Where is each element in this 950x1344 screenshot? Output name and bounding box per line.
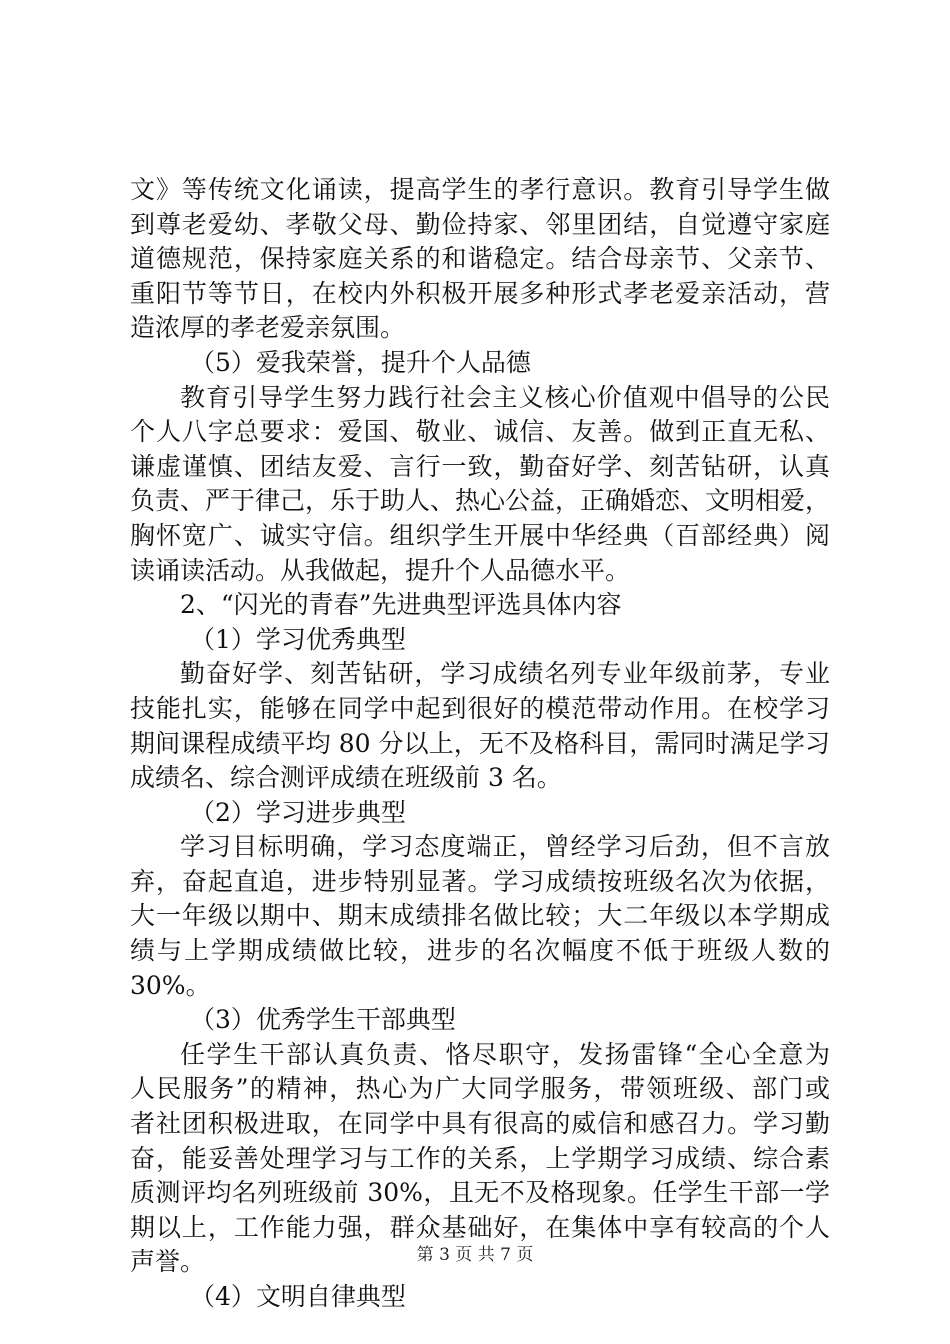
paragraph-line: 胸怀宽广、诚实守信。组织学生开展中华经典（百部经典）阅 bbox=[130, 520, 830, 550]
subsection-heading: （2）学习进步典型 bbox=[190, 797, 406, 827]
paragraph-line: 谦虚谨慎、团结友爱、言行一致，勤奋好学、刻苦钻研，认真 bbox=[130, 451, 830, 481]
paragraph-line: 弃，奋起直追，进步特别显著。学习成绩按班级名次为依据， bbox=[130, 866, 830, 896]
paragraph-line: 读诵读活动。从我做起，提升个人品德水平。 bbox=[130, 555, 631, 585]
paragraph-line: 个人八字总要求：爱国、敬业、诚信、友善。做到正直无私、 bbox=[130, 417, 830, 447]
paragraph-line: 到尊老爱幼、孝敬父母、勤俭持家、邻里团结，自觉遵守家庭 bbox=[130, 209, 830, 239]
subsection-heading: （1）学习优秀典型 bbox=[190, 624, 406, 654]
paragraph-line: 30%。 bbox=[130, 970, 211, 1000]
paragraph-line: 负责、严于律己，乐于助人、热心公益，正确婚恋、文明相爱， bbox=[130, 486, 831, 516]
paragraph-line: 学习目标明确，学习态度端正，曾经学习后劲，但不言放 bbox=[180, 832, 830, 862]
paragraph-line: 期间课程成绩平均 80 分以上，无不及格科目，需同时满足学习 bbox=[130, 728, 830, 758]
paragraph-line: 文》等传统文化诵读，提高学生的孝行意识。教育引导学生做 bbox=[130, 175, 830, 204]
paragraph-line: 大一年级以期中、期末成绩排名做比较；大二年级以本学期成 bbox=[130, 901, 830, 931]
document-body bbox=[130, 173, 830, 1315]
paragraph-line: 奋，能妥善处理学习与工作的关系，上学期学习成绩、综合素 bbox=[130, 1143, 830, 1173]
paragraph-line: 道德规范，保持家庭关系的和谐稳定。结合母亲节、父亲节、 bbox=[130, 244, 830, 274]
section-heading: 2、“闪光的青春”先进典型评选具体内容 bbox=[180, 590, 622, 620]
section-heading: （5）爱我荣誉，提升个人品德 bbox=[190, 347, 531, 377]
paragraph-line: 者社团积极进取，在同学中具有很高的威信和感召力。学习勤 bbox=[130, 1109, 830, 1139]
paragraph-line: 教育引导学生努力践行社会主义核心价值观中倡导的公民 bbox=[180, 382, 830, 412]
subsection-heading: （3）优秀学生干部典型 bbox=[190, 1005, 456, 1035]
paragraph-line: 质测评均名列班级前 30%，且无不及格现象。任学生干部一学 bbox=[130, 1178, 830, 1208]
paragraph-line: 勤奋好学、刻苦钻研，学习成绩名列专业年级前茅，专业 bbox=[180, 659, 830, 689]
subsection-heading: （4）文明自律典型 bbox=[190, 1282, 406, 1311]
paragraph-line: 期以上，工作能力强，群众基础好，在集体中享有较高的个人 bbox=[130, 1212, 830, 1242]
page-number-footer: 第 3 页 共 7 页 bbox=[416, 1245, 534, 1265]
paragraph-line: 绩与上学期成绩做比较，进步的名次幅度不低于班级人数的 bbox=[130, 936, 830, 966]
paragraph-line: 声誉。 bbox=[130, 1247, 206, 1277]
paragraph-line: 成绩名、综合测评成绩在班级前 3 名。 bbox=[130, 763, 562, 793]
paragraph-line: 任学生干部认真负责、恪尽职守，发扬雷锋“全心全意为 bbox=[180, 1039, 830, 1069]
paragraph-line: 技能扎实，能够在同学中起到很好的模范带动作用。在校学习 bbox=[130, 693, 830, 723]
paragraph-line: 重阳节等节日，在校内外积极开展多种形式孝老爱亲活动，营 bbox=[130, 278, 830, 308]
paragraph-line: 造浓厚的孝老爱亲氛围。 bbox=[130, 313, 406, 343]
paragraph-line: 人民服务”的精神，热心为广大同学服务，带领班级、部门或 bbox=[130, 1074, 830, 1104]
